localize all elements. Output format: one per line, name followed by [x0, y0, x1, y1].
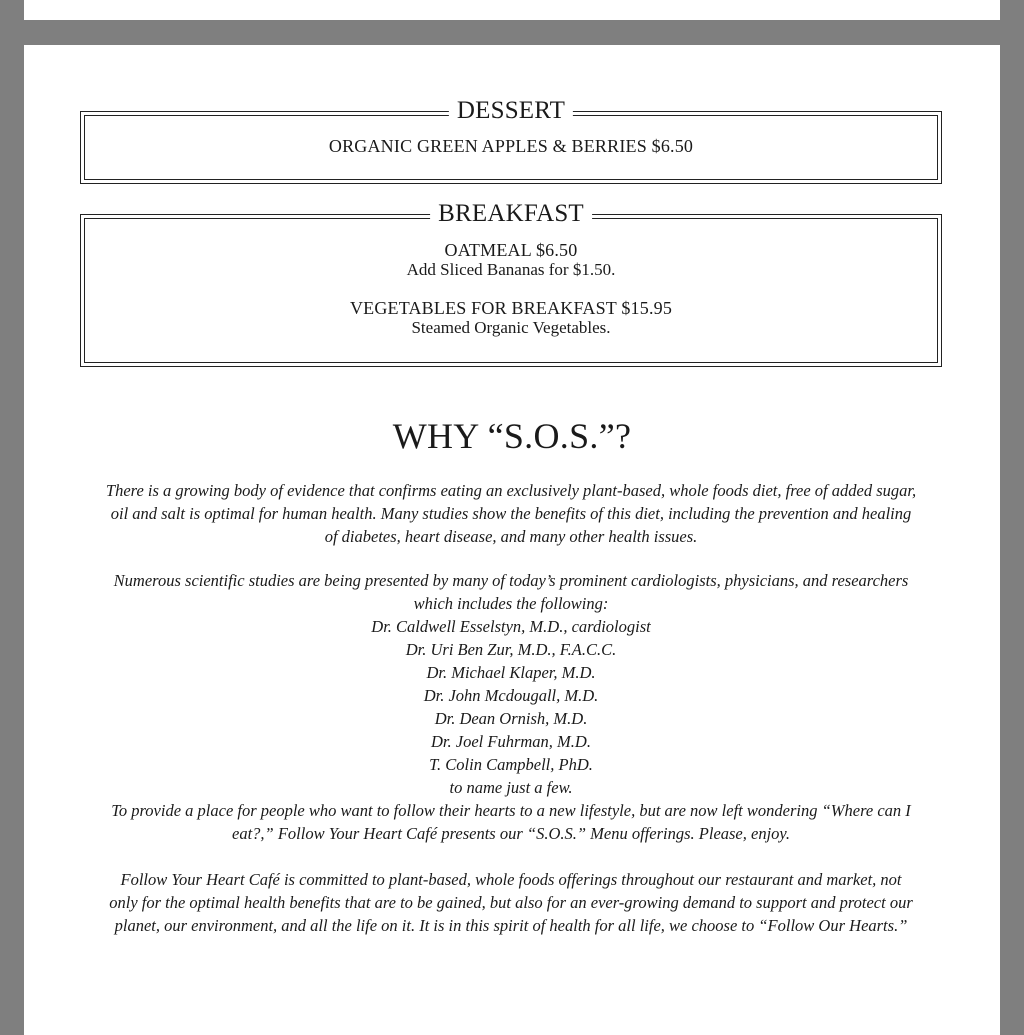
text-line: Numerous scientific studies are being presented by many of today’s prominent cardiologists, physicians, and researchers — [113, 571, 909, 590]
dessert-section — [80, 97, 942, 184]
evidence-paragraph — [80, 479, 942, 548]
oatmeal-item-desc: Add Sliced Bananas for $1.50. — [406, 260, 616, 279]
doctor-name: Dr. Joel Fuhrman, M.D. — [431, 732, 591, 751]
doctor-name: Dr. Caldwell Esselstyn, M.D., cardiologist — [371, 617, 651, 636]
vegetables-item-name: VEGETABLES FOR BREAKFAST $15.95 — [349, 298, 673, 318]
text-line: planet, our environment, and all the life on it. It is in this spirit of health for all life, we choose to “Follow Our Hearts.” — [114, 916, 908, 935]
doctor-name: T. Colin Campbell, PhD. — [429, 755, 593, 774]
text-line: oil and salt is optimal for human health. Many studies show the benefits of this diet, including the prevention and healing — [110, 504, 912, 523]
oatmeal-item-name: OATMEAL $6.50 — [444, 240, 578, 260]
text-line: of diabetes, heart disease, and many other health issues. — [324, 527, 698, 546]
doctor-name: Dr. Michael Klaper, M.D. — [426, 663, 596, 682]
menu-page — [24, 45, 1000, 1035]
text-line: To provide a place for people who want to follow their hearts to a new lifestyle, but are now left wondering “Where can I — [111, 801, 911, 820]
vegetables-item-desc: Steamed Organic Vegetables. — [411, 318, 611, 337]
text-line: only for the optimal health benefits that are to be gained, but also for an ever-growing demand to support and protect our — [109, 893, 913, 912]
dessert-title: DESSERT — [449, 96, 573, 126]
commitment-paragraph — [80, 868, 942, 937]
dessert-item: ORGANIC GREEN APPLES & BERRIES $6.50 — [328, 136, 694, 156]
closing-line: to name just a few. — [449, 778, 573, 797]
previous-page — [24, 0, 1000, 20]
text-line: eat?,” Follow Your Heart Café presents our “S.O.S.” Menu offerings. Please, enjoy. — [232, 824, 790, 843]
doctor-name: Dr. Uri Ben Zur, M.D., F.A.C.C. — [405, 640, 617, 659]
doctor-name: Dr. John Mcdougall, M.D. — [423, 686, 599, 705]
text-line: There is a growing body of evidence that confirms eating an exclusively plant-based, whole foods diet, free of added sugar, — [105, 481, 917, 500]
text-line: Follow Your Heart Café is committed to plant-based, whole foods offerings throughout our restaurant and market, not — [120, 870, 902, 889]
studies-paragraph — [80, 569, 942, 845]
text-line: which includes the following: — [413, 594, 609, 613]
breakfast-title: BREAKFAST — [430, 199, 592, 229]
breakfast-section — [80, 200, 942, 367]
doctor-name: Dr. Dean Ornish, M.D. — [434, 709, 588, 728]
why-sos-heading: WHY “S.O.S.”? — [392, 416, 632, 456]
doctor-list — [80, 615, 942, 776]
